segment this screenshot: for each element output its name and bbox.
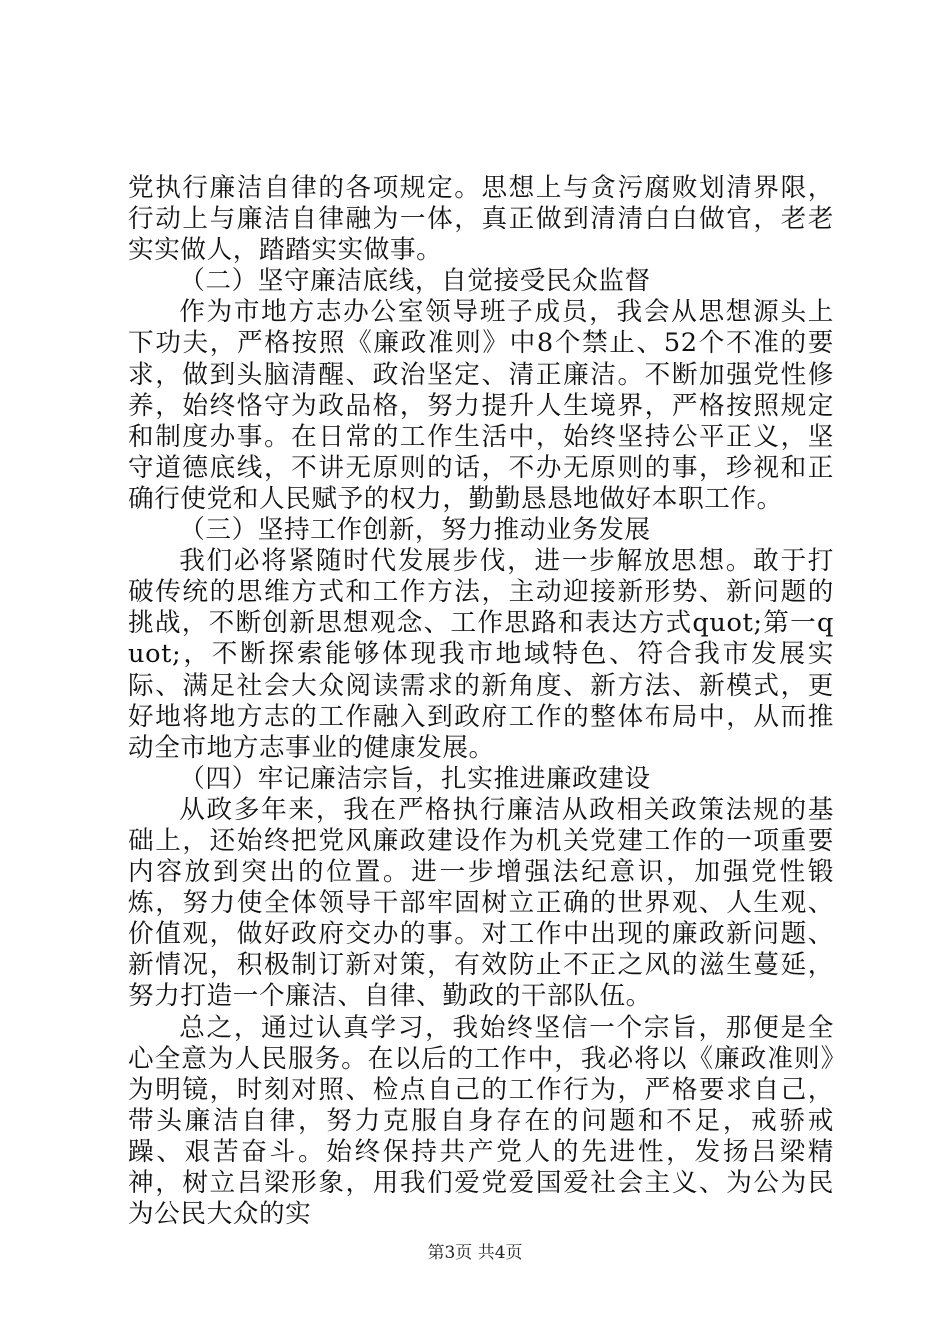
paragraph-section-2: 作为市地方志办公室领导班子成员，我会从思想源头上下功夫，严格按照《廉政准则》中8个禁止、52个不准的要求，做到头脑清醒、政治坚定、清正廉洁。不断加强党性修养，始终恪守为政品格，努力提升人生境界，严格按照规定和制度办事。在日常的工作生活中，始终坚持公平正义，坚守道德底线，不讲无原则的话，不办无原则的事，珍视和正确行使党和人民赋予的权力，勤勤恳恳地做好本职工作。	[128, 297, 834, 514]
page-number-footer: 第3页 共4页	[427, 1243, 523, 1263]
paragraph-continuation: 党执行廉洁自律的各项规定。思想上与贪污腐败划清界限，行动上与廉洁自律融为一体，真正做到清清白白做官，老老实实做人，踏踏实实做事。	[128, 173, 834, 266]
section-heading-3: （三）坚持工作创新，努力推动业务发展	[179, 515, 651, 546]
document-body	[128, 173, 834, 1230]
paragraph-conclusion: 总之，通过认真学习，我始终坚信一个宗旨，那便是全心全意为人民服务。在以后的工作中，我必将以《廉政准则》为明镜，时刻对照、检点自己的工作行为，严格要求自己，带头廉洁自律，努力克服自身存在的问题和不足，戒骄戒躁、艰苦奋斗。始终保持共产党人的先进性，发扬吕梁精神，树立吕梁形象，用我们爱党爱国爱社会主义、为公为民为公民大众的实	[128, 1012, 834, 1230]
section-heading-2: （二）坚守廉洁底线，自觉接受民众监督	[179, 266, 651, 297]
paragraph-section-4: 从政多年来，我在严格执行廉洁从政相关政策法规的基础上，还始终把党风廉政建设作为机关党建工作的一项重要内容放到突出的位置。进一步增强法纪意识，加强党性锻炼，努力使全体领导干部牢固树立正确的世界观、人生观、价值观，做好政府交办的事。对工作中出现的廉政新问题、新情况，积极制订新对策，有效防止不正之风的滋生蔓延，努力打造一个廉洁、自律、勤政的干部队伍。	[128, 794, 834, 1012]
section-heading-4: （四）牢记廉洁宗旨，扎实推进廉政建设	[179, 763, 651, 794]
paragraph-section-3: 我们必将紧随时代发展步伐，进一步解放思想。敢于打破传统的思维方式和工作方法，主动迎接新形势、新问题的挑战，不断创新思想观念、工作思路和表达方式quot;第一quot;，不断探索能够体现我市地域特色、符合我市发展实际、满足社会大众阅读需求的新角度、新方法、新模式，更好地将地方志的工作融入到政府工作的整体布局中，从而推动全市地方志事业的健康发展。	[128, 546, 834, 763]
